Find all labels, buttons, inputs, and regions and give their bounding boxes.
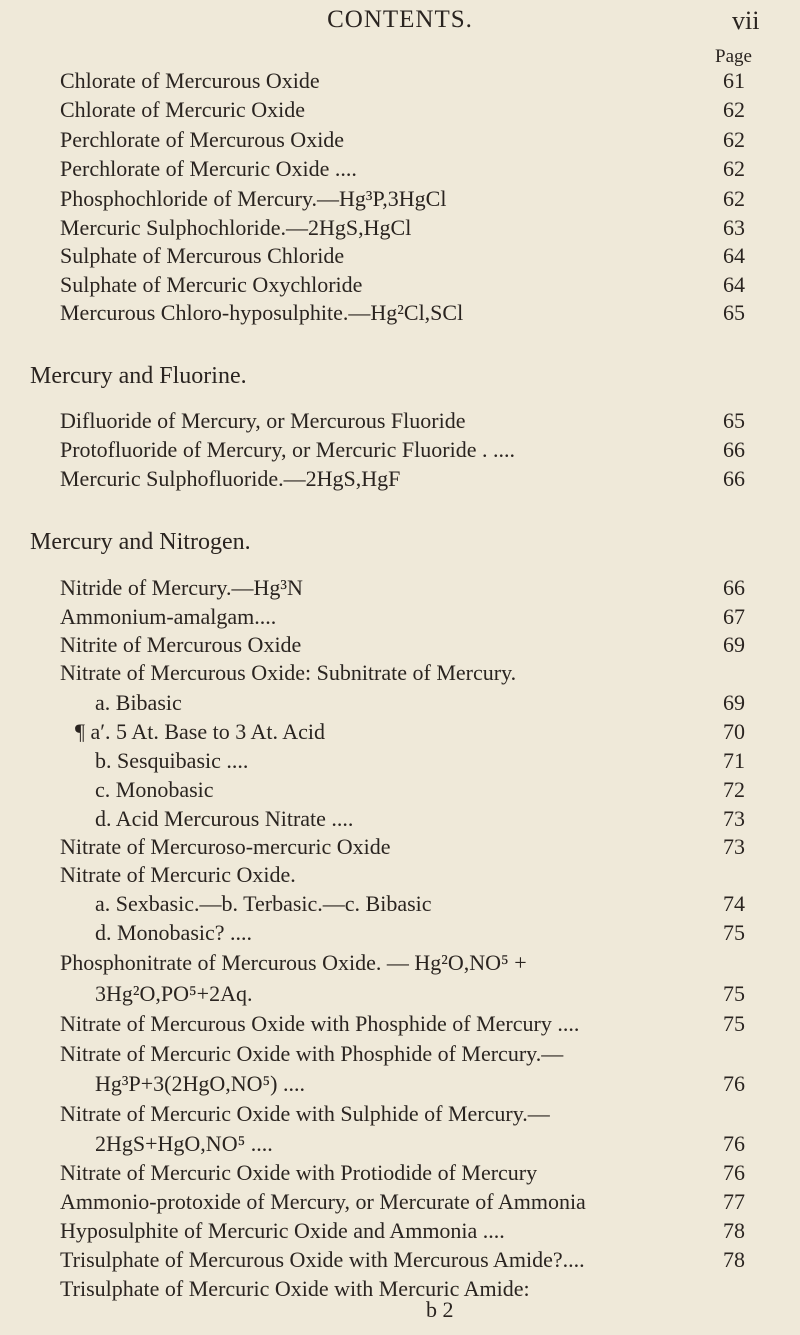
toc-entry xyxy=(60,575,800,601)
toc-entry-page: 66 xyxy=(723,437,745,462)
toc-entry-text: Nitrate of Mercuric Oxide with Phosphide of Mercury.— xyxy=(60,1041,564,1066)
toc-entry-page: 74 xyxy=(723,891,745,916)
toc-entry-text: Nitrate of Mercuric Oxide with Protiodide of Mercury xyxy=(60,1160,538,1185)
toc-entry xyxy=(60,834,800,860)
toc-entry-text: Nitrate of Mercuric Oxide. xyxy=(60,862,296,887)
toc-entry xyxy=(95,690,800,716)
toc-entry-page: 70 xyxy=(723,719,745,744)
toc-entry-text: Phosphonitrate of Mercurous Oxide. — Hg²O,NO⁵ + xyxy=(60,950,527,975)
toc-entry-text: Sulphate of Mercuric Oxychloride xyxy=(60,272,363,297)
toc-entry-page: 73 xyxy=(723,806,745,831)
toc-entry-page: 61 xyxy=(723,68,745,93)
toc-entry xyxy=(60,437,800,463)
toc-entry xyxy=(95,806,800,832)
toc-entry-text: d. Acid Mercurous Nitrate .... xyxy=(95,806,354,831)
toc-entry-text: Chlorate of Mercurous Oxide xyxy=(60,68,320,93)
toc-entry-page: 75 xyxy=(723,981,745,1006)
toc-entry xyxy=(60,1011,800,1037)
toc-entry xyxy=(60,408,800,434)
toc-entry xyxy=(60,300,800,326)
toc-entry-page: 75 xyxy=(723,920,745,945)
toc-entry-page: 76 xyxy=(723,1160,745,1185)
toc-entry-page: 73 xyxy=(723,834,745,859)
toc-entry-text: Nitrate of Mercuric Oxide with Sulphide of Mercury.— xyxy=(60,1101,550,1126)
toc-entry-page: 62 xyxy=(723,186,745,211)
signature-mark: b 2 xyxy=(426,1297,454,1322)
toc-entry xyxy=(95,981,800,1007)
toc-entry xyxy=(60,272,800,298)
page-column-label: Page xyxy=(715,46,752,67)
toc-entry-page: 62 xyxy=(723,156,745,181)
toc-entry xyxy=(60,1160,800,1186)
toc-entry xyxy=(60,632,800,658)
toc-entry-text: a. Sexbasic.—b. Terbasic.—c. Bibasic xyxy=(95,891,432,916)
toc-entry-page: 78 xyxy=(723,1247,745,1272)
toc-entry-text: Chlorate of Mercuric Oxide xyxy=(60,97,305,122)
toc-entry xyxy=(95,1131,800,1157)
toc-entry-page: 62 xyxy=(723,127,745,152)
toc-entry-text: Ammonium-amalgam.... xyxy=(60,604,277,629)
toc-entry-text: Hyposulphite of Mercuric Oxide and Ammonia .... xyxy=(60,1218,505,1243)
toc-entry xyxy=(60,215,800,241)
toc-entry-text: Perchlorate of Mercurous Oxide xyxy=(60,127,345,152)
toc-entry-text: Perchlorate of Mercuric Oxide .... xyxy=(60,156,357,181)
toc-entry-page: 71 xyxy=(723,748,745,773)
page-numeral: vii xyxy=(732,6,760,35)
toc-entry xyxy=(60,1101,800,1127)
toc-entry xyxy=(60,1247,800,1273)
section-heading-fluorine: Mercury and Fluorine. xyxy=(30,363,247,389)
toc-entry xyxy=(60,660,800,686)
toc-entry xyxy=(60,862,800,888)
toc-entry-page: 77 xyxy=(723,1189,745,1214)
toc-entry xyxy=(95,920,800,946)
toc-entry-page: 62 xyxy=(723,97,745,122)
toc-entry-text: ¶ a′. 5 At. Base to 3 At. Acid xyxy=(75,719,326,744)
toc-entry xyxy=(60,186,800,212)
toc-entry xyxy=(60,466,800,492)
section-heading-nitrogen: Mercury and Nitrogen. xyxy=(30,529,251,555)
toc-entry-text: b. Sesquibasic .... xyxy=(95,748,249,773)
toc-entry-text: d. Monobasic? .... xyxy=(95,920,253,945)
toc-entry xyxy=(60,950,800,976)
toc-entry-text: Difluoride of Mercury, or Mercurous Fluoride xyxy=(60,408,466,433)
toc-entry xyxy=(95,777,800,803)
toc-entry xyxy=(95,748,800,774)
toc-entry-page: 76 xyxy=(723,1071,745,1096)
toc-entry-text: Trisulphate of Mercuric Oxide with Mercuric Amide: xyxy=(60,1276,530,1301)
toc-entry-page: 75 xyxy=(723,1011,745,1036)
toc-entry-page: 69 xyxy=(723,632,745,657)
toc-entry-text: Hg³P+3(2HgO,NO⁵) .... xyxy=(95,1071,305,1096)
toc-entry-page: 64 xyxy=(723,243,745,268)
toc-entry-text: Nitrate of Mercuroso-mercuric Oxide xyxy=(60,834,391,859)
toc-entry-text: Mercuric Sulphochloride.—2HgS,HgCl xyxy=(60,215,412,240)
toc-entry-text: Nitrite of Mercurous Oxide xyxy=(60,632,302,657)
toc-entry xyxy=(95,891,800,917)
toc-entry-text: Ammonio-protoxide of Mercury, or Mercurate of Ammonia xyxy=(60,1189,586,1214)
toc-entry-text: a. Bibasic xyxy=(95,690,182,715)
toc-entry-page: 69 xyxy=(723,690,745,715)
toc-entry-text: Trisulphate of Mercurous Oxide with Mercurous Amide?.... xyxy=(60,1247,585,1272)
toc-entry xyxy=(60,156,800,182)
running-header-title: CONTENTS. xyxy=(327,6,473,33)
toc-entry xyxy=(60,127,800,153)
toc-entry xyxy=(60,1218,800,1244)
toc-entry-page: 76 xyxy=(723,1131,745,1156)
toc-entry-page: 64 xyxy=(723,272,745,297)
toc-entry-page: 72 xyxy=(723,777,745,802)
toc-entry-text: Protofluoride of Mercury, or Mercuric Fluoride . .... xyxy=(60,437,515,462)
toc-entry xyxy=(60,1041,800,1067)
toc-entry xyxy=(60,243,800,269)
toc-entry xyxy=(75,719,800,745)
toc-entry-text: c. Monobasic xyxy=(95,777,214,802)
toc-entry xyxy=(95,1071,800,1097)
toc-entry-text: Phosphochloride of Mercury.—Hg³P,3HgCl xyxy=(60,186,447,211)
toc-entry-page: 65 xyxy=(723,300,745,325)
toc-entry-page: 66 xyxy=(723,575,745,600)
toc-entry-text: Nitrate of Mercurous Oxide: Subnitrate of Mercury. xyxy=(60,660,517,685)
toc-entry-text: Mercurous Chloro-hyposulphite.—Hg²Cl,SCl xyxy=(60,300,464,325)
toc-entry-text: Mercuric Sulphofluoride.—2HgS,HgF xyxy=(60,466,401,491)
toc-entry xyxy=(60,68,800,94)
toc-entry xyxy=(60,97,800,123)
toc-entry-text: 3Hg²O,PO⁵+2Aq. xyxy=(95,981,253,1006)
toc-entry-text: 2HgS+HgO,NO⁵ .... xyxy=(95,1131,273,1156)
toc-entry-page: 65 xyxy=(723,408,745,433)
toc-entry-text: Nitride of Mercury.—Hg³N xyxy=(60,575,303,600)
toc-entry-page: 66 xyxy=(723,466,745,491)
toc-entry xyxy=(60,1189,800,1215)
toc-entry-page: 78 xyxy=(723,1218,745,1243)
toc-entry-text: Nitrate of Mercurous Oxide with Phosphide of Mercury .... xyxy=(60,1011,580,1036)
toc-entry-text: Sulphate of Mercurous Chloride xyxy=(60,243,345,268)
toc-entry-page: 67 xyxy=(723,604,745,629)
toc-entry-page: 63 xyxy=(723,215,745,240)
toc-entry xyxy=(60,604,800,630)
